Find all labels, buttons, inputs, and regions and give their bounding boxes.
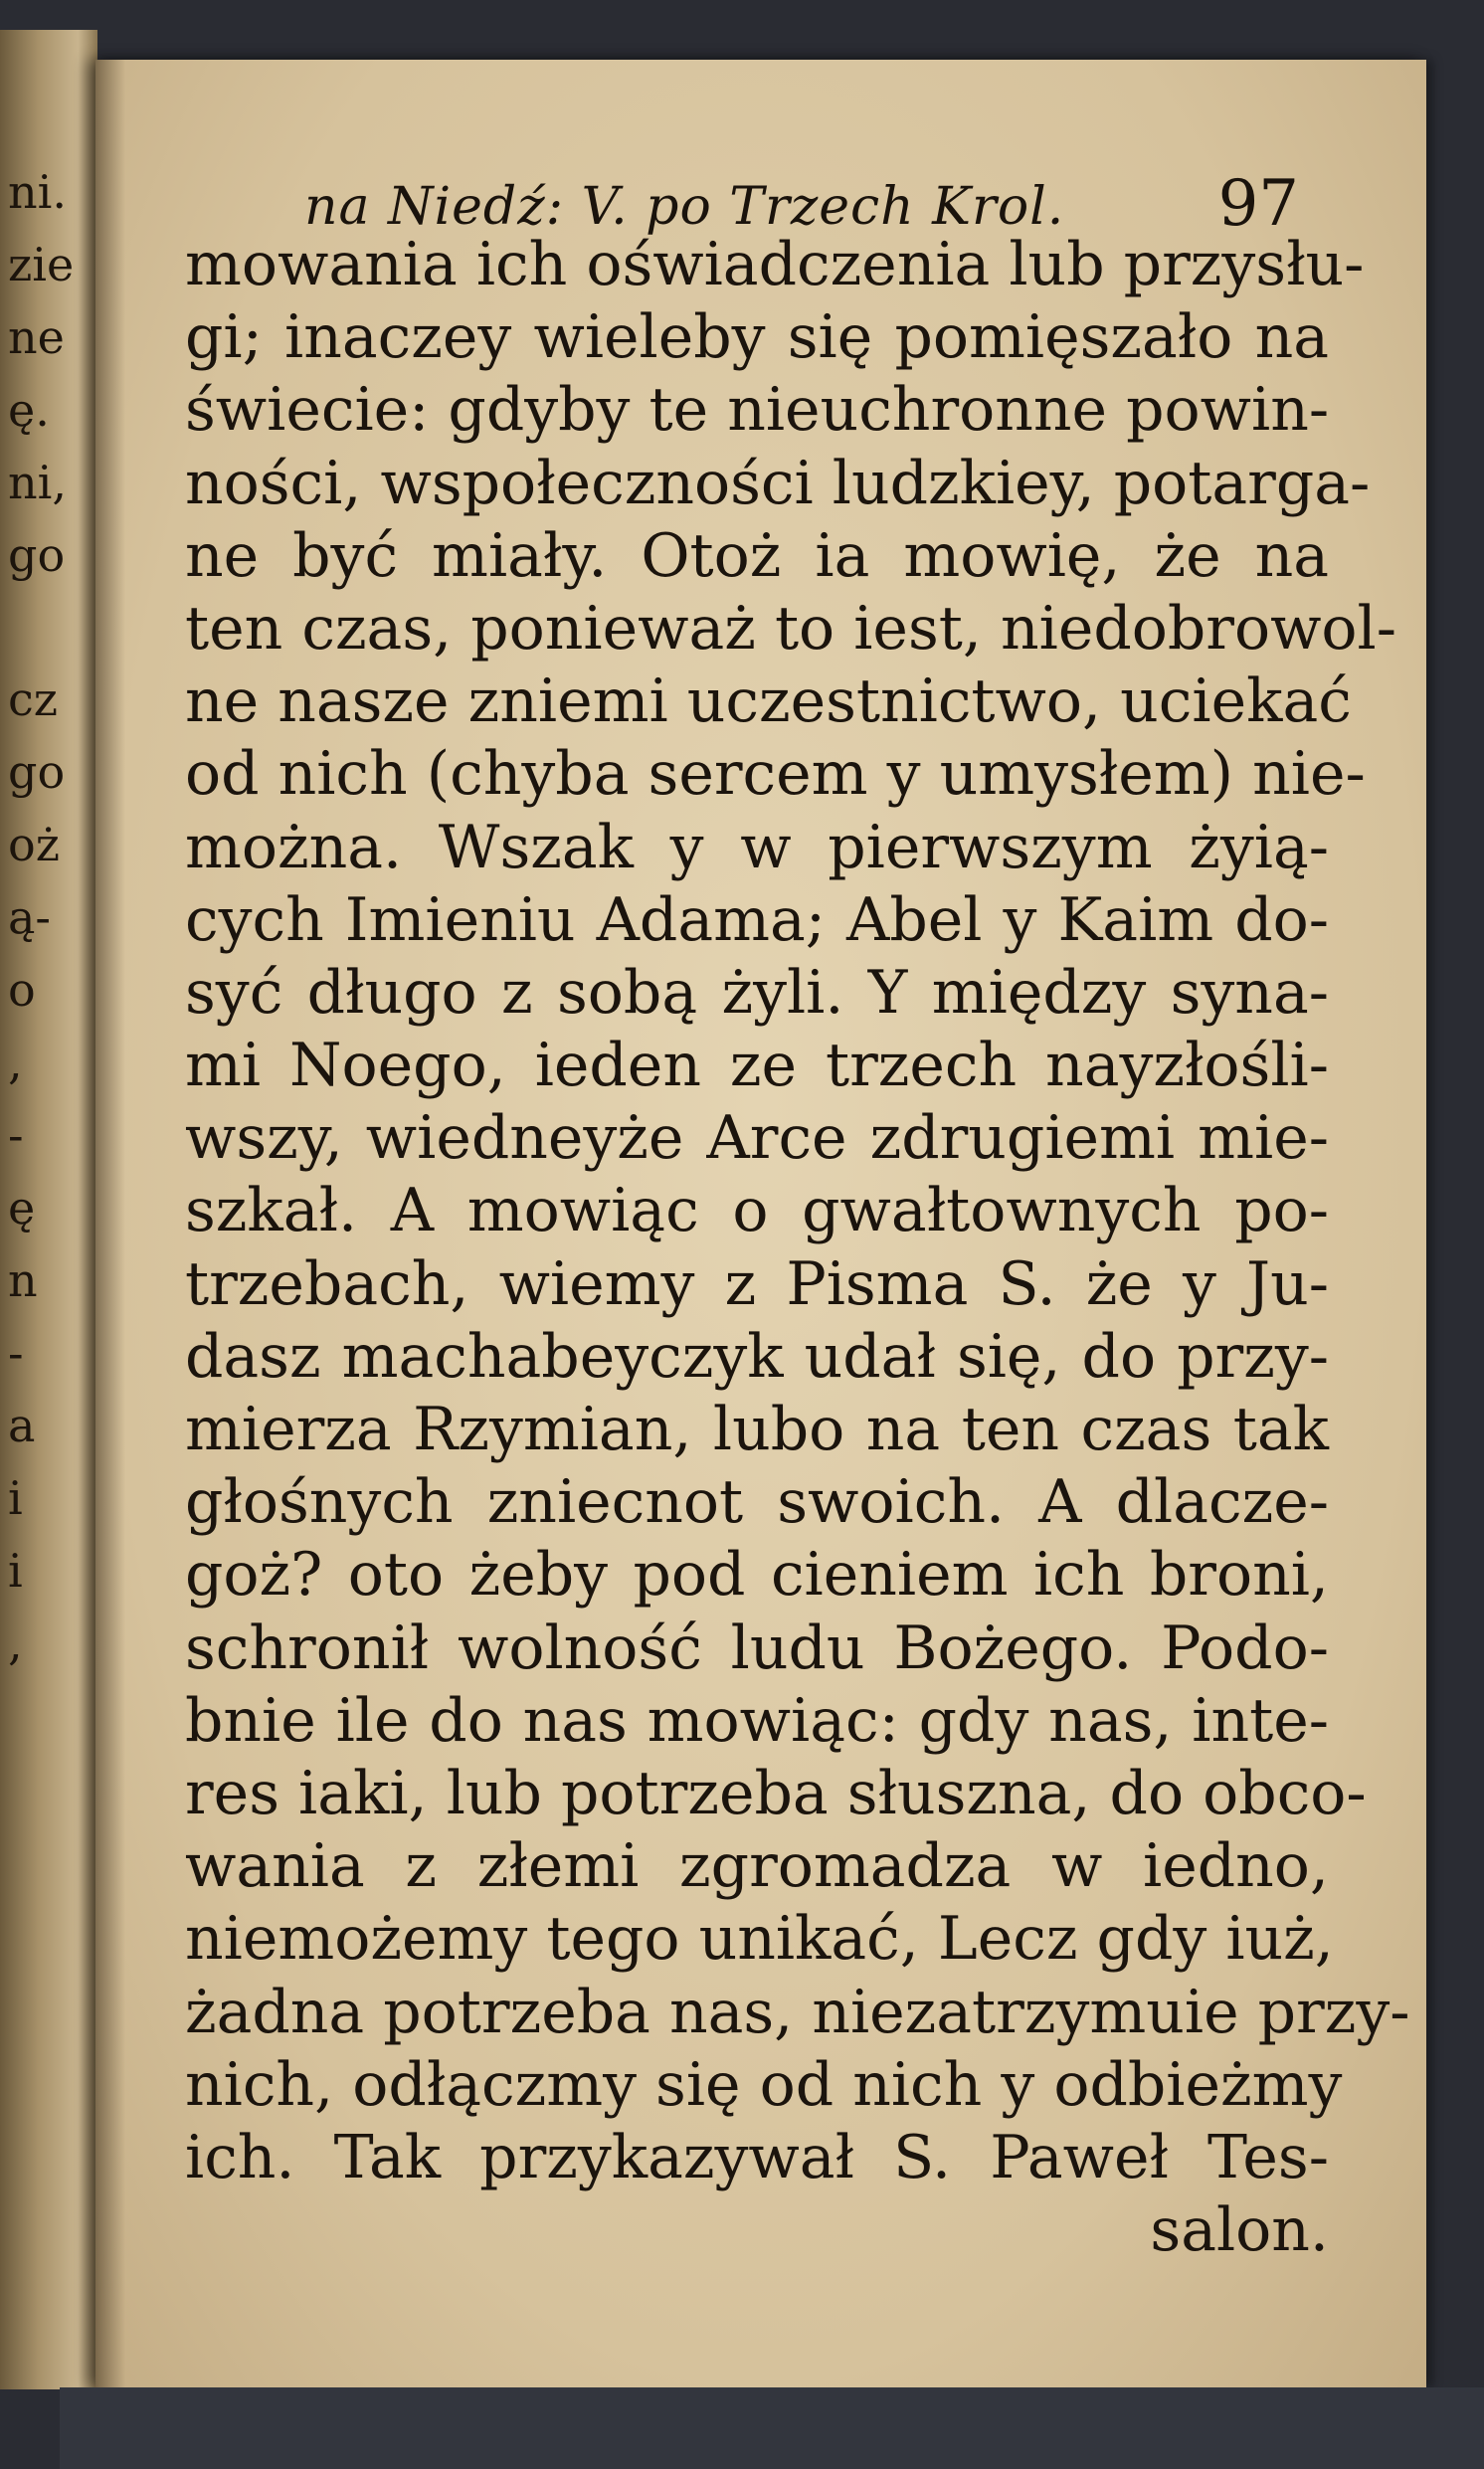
scan-background — [60, 2387, 1484, 2469]
text-line: ności, wspołeczności ludzkiey, potarga- — [185, 448, 1371, 518]
facing-page-fragment: o — [8, 963, 36, 1017]
facing-page-fragment: - — [8, 1108, 24, 1162]
text-line: gi; inaczey wieleby się pomięszało na — [185, 302, 1329, 373]
text-line: ne nasze zniemi uczestnictwo, uciekać — [185, 666, 1352, 737]
text-line: bnie ile do nas mowiąc: gdy nas, inte- — [185, 1685, 1329, 1756]
text-line: dasz machabeyczyk udał się, do przy- — [185, 1321, 1329, 1392]
body-text — [185, 229, 1410, 2267]
book-page — [95, 60, 1426, 2387]
facing-page-fragment: go — [8, 745, 66, 799]
facing-page-fragment: zie — [8, 238, 75, 291]
text-line: ne być miały. Otoż ia mowię, że na — [185, 520, 1329, 591]
text-line: syć długo z sobą żyli. Y między syna- — [185, 957, 1329, 1028]
text-line: mierza Rzymian, lubo na ten czas tak — [185, 1395, 1329, 1464]
text-line: ten czas, ponieważ to iest, niedobrowol- — [185, 593, 1397, 664]
facing-page-fragment: ni. — [8, 165, 67, 219]
page-gutter-shadow — [95, 60, 125, 2387]
facing-page-fragment: n — [8, 1253, 38, 1307]
facing-page-edge — [0, 30, 97, 2389]
facing-page-fragment: ę — [8, 1181, 36, 1234]
text-line: schronił wolność ludu Bożego. Podo- — [185, 1613, 1329, 1683]
page-number: 97 — [1217, 167, 1299, 241]
facing-page-fragment: oż — [8, 818, 60, 871]
facing-page-fragment: , — [8, 1036, 23, 1089]
text-line: nich, odłączmy się od nich y odbieżmy — [185, 2049, 1343, 2120]
facing-page-fragment: ą- — [8, 890, 51, 944]
facing-page-fragment: , — [8, 1616, 23, 1670]
text-line: cych Imieniu Adama; Abel y Kaim do- — [185, 884, 1329, 955]
facing-page-fragment: go — [8, 528, 66, 582]
text-line: niemożemy tego unikać, Lecz gdy iuż, — [185, 1904, 1334, 1975]
text-line: można. Wszak y w pierwszym żyią- — [185, 812, 1329, 882]
text-line: mowania ich oświadczenia lub przysłu- — [185, 230, 1365, 299]
facing-page-fragment: ne — [8, 310, 65, 364]
text-line: żadna potrzeba nas, niezatrzymuie przy- — [185, 1977, 1410, 2047]
facing-page-fragment: cz — [8, 672, 58, 726]
running-title: na Niedź: V. po Trzech Krol. — [304, 177, 1065, 237]
text-line: wszy, wiedneyże Arce zdrugiemi mie- — [185, 1103, 1329, 1174]
facing-page-fragment: ni, — [8, 456, 67, 509]
text-line: mi Noego, ieden ze trzech nayzłośli- — [185, 1031, 1329, 1101]
text-line: szkał. A mowiąc o gwałtownych po- — [185, 1176, 1329, 1246]
facing-page-fragment: i — [8, 1471, 23, 1525]
facing-page-fragment: ę. — [8, 383, 50, 437]
text-line: od nich (chyba sercem y umysłem) nie- — [185, 739, 1366, 810]
text-line: głośnych zniecnot swoich. A dlacze- — [185, 1467, 1329, 1538]
text-line: res iaki, lub potrzeba słuszna, do obco- — [185, 1758, 1367, 1828]
facing-page-fragment: - — [8, 1326, 24, 1380]
text-line: ich. Tak przykazywał S. Paweł Tes- — [185, 2122, 1329, 2192]
facing-page-fragment: i — [8, 1544, 23, 1598]
text-line: świecie: gdyby te nieuchronne powin- — [185, 375, 1330, 446]
text-line: wania z złemi zgromadza w iedno, — [185, 1831, 1329, 1902]
catchword: salon. — [1150, 2195, 1329, 2266]
text-line: goż? oto żeby pod cieniem ich broni, — [185, 1540, 1329, 1611]
text-line: trzebach, wiemy z Pisma S. że y Ju- — [185, 1248, 1329, 1319]
facing-page-fragment: a — [8, 1399, 36, 1452]
